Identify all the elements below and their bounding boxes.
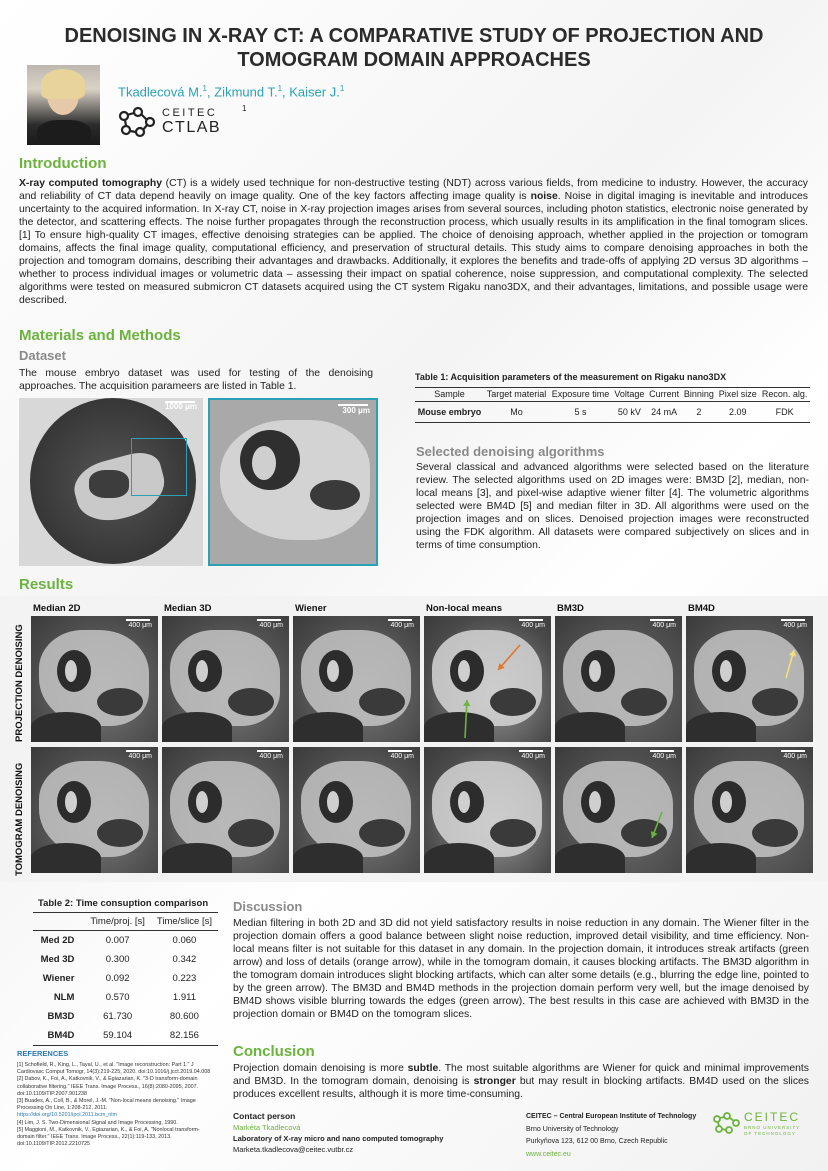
table1-cell: Mouse embryo [415, 402, 484, 423]
row-label-tomogram: TOMOGRAM DENOISING [14, 762, 25, 876]
table1-header: Voltage [612, 388, 647, 402]
table1-header: Sample [415, 388, 484, 402]
table1-caption: Table 1: Acquisition parameters of the measurement on Rigaku nano3DX [415, 372, 727, 382]
dataset-text: The mouse embryo dataset was used for testing of the denoising approaches. The acquisition parameers are listed in Table 1. [19, 368, 373, 392]
authors: Tkadlecová M.$^1$, Zikmund T.$^1$, Kaiser J.$^1$ [118, 84, 345, 100]
ceitec-green-molecule-icon [712, 1112, 742, 1134]
table2-row [33, 950, 218, 969]
scale-label: 400 μm [128, 622, 152, 629]
column-label: Wiener [295, 603, 327, 614]
table2-cell: NLM [53, 992, 75, 1003]
discussion-heading: Discussion [233, 899, 303, 914]
table2-row [33, 1026, 218, 1046]
algo-text: Several classical and advanced algorithms were selected based on the literature review. The selected algorithms used on 2D images were: BM3D [2], median, non-local means [3], and pixel-wise adaptive wiener filter [4]. The volumetric algorithms selected were BM4D [5] and median filter in 3D. All algorithms were used on the projection images and on slices. Denoised projection images were reconstructed using the FDK algorithm. All datasets were compared subjectively on slices and in terms of time consumption. [416, 462, 809, 551]
scale-label: 400 μm [390, 753, 414, 760]
reference-item: [5] Maggioni, M., Katkovnik, V., Egiazarian, K., & Foi, A. "Nonlocal transform-domain filter." IEEE Trans. Image Process., 22(1):119-133, 2013. doi:10.1109/TIP.2012.2210725 [17, 1126, 200, 1148]
table2-cell: BM4D [47, 1030, 75, 1041]
scale-label: 400 μm [128, 753, 152, 760]
table2-cell: 0.060 [172, 935, 197, 946]
scale-label-300: 300 μm [342, 406, 370, 415]
logo-right-line2: OF TECHNOLOGY [744, 1131, 796, 1136]
table2-cell: Med 3D [40, 954, 75, 965]
scale-label: 400 μm [521, 753, 545, 760]
scale-label: 400 μm [652, 622, 676, 629]
scale-label-1000: 1000 μm [164, 402, 197, 411]
discussion-text: Median filtering in both 2D and 3D did not yield satisfactory results in noise reduction in any domain. The Wiener filter in the projection domain offers a good balance between slight noise reduction, improved detail visibility, and time efficiency. Non-local means filter is not suitable for this dataset in any domain. In the projection domain, it introduces streak artifacts (green arrow) and loss of details (orange arrow), while in the tomogram domain, it causes blocking artifacts. The BM3D algorithm in the tomogram domain introduces slight blocking artifacts, which can alter some details (e.g., blurring the edge line, pointed to by the green arrow). The BM3D and BM4D methods in the projection domain perform very well, but the image denoised by BM4D shows visible blurring towards the edges (green arrow). The best results in this case are achieved with BM3D in the projection domain or BM4D on the tomogram slices. [233, 918, 809, 1020]
table2-cell: Wiener [42, 973, 75, 984]
references-list [17, 1062, 217, 1148]
conclusion-heading: Conclusion [233, 1043, 315, 1060]
institute-web[interactable]: www.ceitec.eu [526, 1151, 571, 1158]
dataset-heading: Dataset [19, 348, 66, 363]
table1-cell: 50 kV [612, 402, 647, 423]
institute-address: Purkyňova 123, 612 00 Brno, Czech Republic [526, 1138, 668, 1145]
contact-heading: Contact person [233, 1111, 296, 1121]
contact-name: Markéta Tkadlecová [233, 1123, 301, 1132]
reference-item: [1] Schofield, R., King, L., Tayal, U., et al. "Image reconstruction: Part 1." J Cardiovasc Comput Tomogr, 14(3):219-225, 2020. doi:10.1016/j.jcct.2019.04.008 [17, 1062, 211, 1076]
table2-cell: BM3D [47, 1011, 75, 1022]
logo-right-line1: BRNO UNIVERSITY [744, 1125, 801, 1130]
conclusion-text: Projection domain denoising is more subtle. The most suitable algorithms are Wiener for quick and minimal improvements and BM3D. In the tomogram domain, denoising is stronger but may result in blocking artifacts. BM4D used on the slices produces excellent results, although it is more time-consuming. [233, 1063, 809, 1100]
table2-cell: 0.007 [105, 935, 130, 946]
ceitec-but-logo [712, 1108, 812, 1142]
contact-lab: Laboratory of X-ray micro and nano computed tomography [233, 1134, 444, 1143]
table2-cell: 61.730 [103, 1011, 133, 1022]
algo-heading: Selected denoising algorithms [416, 444, 605, 459]
column-label: BM3D [557, 603, 584, 614]
table2-cell: 0.570 [105, 992, 130, 1003]
reference-item[interactable]: https://doi.org/10.5201/ipol.2011.bcm_nlm [17, 1112, 117, 1119]
references-heading: REFERENCES [17, 1049, 69, 1058]
table2 [33, 912, 218, 1046]
column-label: BM4D [688, 603, 715, 614]
poster-title: DENOISING IN X-RAY CT: A COMPARATIVE STUDY OF PROJECTION AND TOMOGRAM DOMAIN APPROACHES [64, 25, 764, 71]
table1-cell: 24 mA [647, 402, 682, 423]
scale-label: 400 μm [783, 622, 807, 629]
table1-cell: Mo [484, 402, 549, 423]
table2-row [33, 1007, 218, 1026]
table2-cell: 1.911 [172, 992, 196, 1003]
table2-cell: 0.092 [105, 973, 130, 984]
table2-cell: 0.342 [172, 954, 197, 965]
scale-label: 400 μm [652, 753, 676, 760]
table2-cell: 59.104 [103, 1030, 133, 1041]
methods-heading: Materials and Methods [19, 327, 181, 344]
table1-header: Exposure time [549, 388, 612, 402]
table1-header: Current [647, 388, 682, 402]
scale-label: 400 μm [521, 622, 545, 629]
contact-email[interactable]: Marketa.tkadlecova@ceitec.vutbr.cz [233, 1145, 354, 1154]
scale-label: 400 μm [783, 753, 807, 760]
column-label: Median 2D [33, 603, 81, 614]
results-heading: Results [19, 576, 74, 593]
logo-right-ceitec: CEITEC [744, 1110, 801, 1124]
scale-label: 400 μm [259, 622, 283, 629]
affiliation-sup: 1 [242, 104, 247, 113]
table1-header: Binning [682, 388, 717, 402]
table1-cell: 2 [682, 402, 717, 423]
table2-header: Time/slice [s] [151, 913, 218, 931]
scale-label: 400 μm [390, 622, 414, 629]
table1-header: Recon. alg. [759, 388, 810, 402]
logo-text-ceitec: CEITEC [162, 107, 218, 119]
table1-header: Target material [484, 388, 549, 402]
table2-row [33, 931, 218, 951]
table2-cell: Med 2D [40, 935, 75, 946]
table2-cell: 82.156 [169, 1030, 199, 1041]
table2-row [33, 969, 218, 988]
table1-header: Pixel size [716, 388, 759, 402]
table2-cell: 80.600 [169, 1011, 199, 1022]
table1-cell: FDK [759, 402, 810, 423]
intro-heading: Introduction [19, 155, 107, 172]
table2-cell: 0.223 [172, 973, 197, 984]
institute-name: CEITEC – Central European Institute of Technology [526, 1113, 697, 1120]
column-label: Median 3D [164, 603, 212, 614]
institute-uni: Brno University of Technology [526, 1126, 619, 1133]
reference-item: [2] Dabov, K., Foi, A., Katkovnik, V., & Egiazarian, K. "3-D transform-domain collaborative filtering." IEEE Trans. Image Process., 16(8):2080-2095, 2007. doi:10.1109/TIP.2007.901238 [17, 1076, 199, 1097]
column-label: Non-local means [426, 603, 503, 614]
logo-text-ctlab: CTLAB [162, 119, 222, 136]
table2-header: Time/proj. [s] [84, 913, 151, 931]
reference-item: [4] Lim, J. S. Two-Dimensional Signal and Image Processing, 1990. [17, 1119, 178, 1126]
intro-text: X-ray computed tomography (CT) is a widely used technique for non-destructive testing (NDT) across various fields, from medicine to industry. However, the accuracy and reliability of CT data depend heavily on image quality. One of the key factors affecting image quality is noise. Noise in digital imaging is inevitable and introduces uncertainty to the acquired information. In X-ray CT, noise in X-ray projection images arises from several sources, including photon statistics, electronic noise generated by the detector, and scattering effects. The noise further propagates through the reconstruction process, which usually results in its amplification in the final tomogram slices. [1] To ensure high-quality CT images, effective denoising strategies can be applied. The choice of denoising approach, whether applied in the projection or tomogram domains, affects the final image quality, computational efficiency, and preservation of structural details. This study aims to compare denoising approaches in both the projection and tomogram domains, describing their advantages and drawbacks. Additionally, it explores the benefits and trade-offs of applying 2D versus 3D algorithms – whether to process individual images or volumetric data – assessing their impact on spatial coherence, noise suppression, and computational complexity. The selected algorithms were tested on measured submicron CT datasets acquired using the CT system Rigaku nano3DX, and their advantages, limitations, and possible usage were described. [19, 178, 809, 306]
table2-cell: 0.300 [105, 954, 130, 965]
table1-cell: 5 s [549, 402, 612, 423]
reference-item: [3] Buades, A., Coll, B., & Morel, J.-M. "Non-local means denoising." Image Processing On Line, 1:208-212, 2011. [17, 1098, 196, 1112]
table2-header [33, 913, 84, 931]
row-label-projection: PROJECTION DENOISING [14, 624, 25, 742]
table2-caption: Table 2: Time consuption comparison [38, 898, 209, 909]
table1-cell: 2.09 [716, 402, 759, 423]
scale-label: 400 μm [259, 753, 283, 760]
table2-row [33, 988, 218, 1007]
